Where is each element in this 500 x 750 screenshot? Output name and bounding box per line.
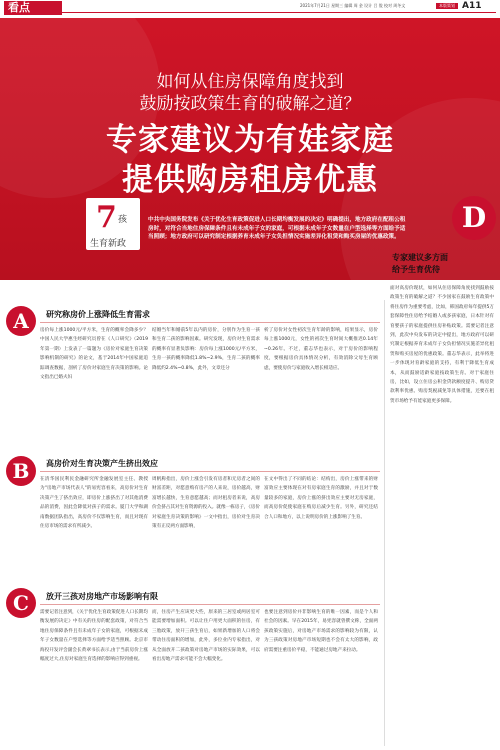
masthead [0, 0, 500, 16]
section-a-col1: 房价每上涨1000元/平方米，生育的概率会降多少？中国人民大学惠生经研究员曾在《人口研究》（2019年第一期）上发表了一篇题为《房价对家庭生育决策影响机制的研究》的论文，基于2014年中国家庭追踪调查数据，剖析了房价对家庭生育决策的影响。论文指出已婚夫妇 [40, 328, 148, 381]
section-b-marker: B [6, 456, 36, 486]
section-c-col1: 需要记者注意到，《关于优化生育政策促进人口长期均衡发展的决定》中有关的住房的配套政策，对符合当地住房保障条件且有未成年子女的家庭，可根据未成年子女数量在户型选择等方面给予适当照顾。北京市海投开发评会副会长黄翠书长表示,由于当前房价上涨幅度过大,住房对家庭生育选择的影响应得到重视。 [40, 610, 148, 663]
three-child-logo [86, 198, 140, 250]
masthead-rule [60, 12, 496, 13]
logo-caption: 生育新政 [90, 239, 127, 249]
logo-character: 孩 [118, 215, 128, 225]
section-c-col3: 也要注意到房价并非影响生育的唯一因素，而是个人和社会的因素。早在2015年，易宪容就曾撰文称，全面两孩政策实施后，对房地产市场需求的影响较为有限，认为三孩政策对房地产市场短期也不会有太大的影响，政府需要注重房价平稳，不能通过房地产来拉动。 [264, 610, 378, 653]
section-c-marker: C [6, 588, 36, 618]
section-a-heading: 研究称房价上涨降低生育需求 [46, 310, 150, 319]
section-label: 看点 [4, 1, 62, 15]
hero-subtitle-line2: 鼓励按政策生育的破解之道？ [139, 94, 361, 114]
hero-banner [0, 18, 500, 280]
section-d-body: 面对高房价现状，如何从住房保障角度找到鼓励按政策生育的破解之道？不少国家在鼓励生育政策中将住房作为重要考虑，比如，韩国政府每年提供5万套保障性住房给予结婚人或多孩家庭，日本针对有育婴孩子的家庭提供住房补贴政策。需要记者注意到，此次中央发布的决定中提出，地方政府可以研究制定根据养育未成年子女负担情况实施差异化租赁和购买房屋的优惠政策。董志华表示，此举将进一步体现对育龄家庭的支持，有利于降低生育成本，从而鼓励适龄家庭按政策生育。对于家庭住房，比如，设立住房公积金贷款额度提升、购房贷款利率优惠、购房契税减免等具体措施，还要在租赁市场给予有娃家庭更多保障。 [390, 286, 494, 404]
column-divider [384, 300, 385, 746]
page-number: A11 [462, 1, 482, 11]
section-d-heading-line1: 专家建议多方面 [392, 253, 448, 262]
section-a-col2: 结婚当年和婚前5年以内的房价，分别作为生育一孩和生育二孩的影响因素。研究发现，房价对生育需求的概率有显著负影响：房价每上涨1000元/平方米，生育一孩的概率降低1.8%~2.9%，生育二孩的概率降低约2.4%~0.8%，此外，文章还分 [152, 328, 260, 371]
section-a-marker: A [6, 306, 36, 336]
feature-badge: 本版策划 [436, 3, 458, 9]
section-d-heading-line2: 给予生育优待 [392, 265, 440, 274]
section-b-rule [40, 471, 380, 472]
section-c-rule [40, 604, 380, 605]
hero-lead: 中共中央国务院发布《关于优化生育政策促进人口长期均衡发展的决定》明确提出，地方政府在配租公租房时，对符合当地住房保障条件且有未成年子女的家庭，可根据未成年子女数量在户型选择等方面给予适当照顾；地方政府可以研究制定根据养育未成年子女负担情况实施差异化租赁和购买房屋的优惠政策。 [148, 217, 406, 241]
section-b-heading: 高房价对生育决策产生挤出效应 [46, 459, 158, 468]
section-d-marker: D [452, 196, 496, 240]
section-c-heading: 放开三孩对房地产市场影响有限 [46, 592, 158, 601]
section-a-col3: 析了房价对女性初次生育年龄的影响，结果显示，房价每上涨1000元，女性的初次生育时间大概推迟0.14年~0.26年。不过，董志华也表示，对于房价的影响程度，要根据房价具体情况分析，有效消除父母生育顾虑，要使房价与家庭收入增长相适应。 [264, 328, 378, 371]
section-c-col2: 而，住房产生应该更大些，原来的三居室或两居室可能需要增加面积。可以让住户用更大面积的住房，有三胎政策，放开三孩生育后，如果新增加的人口将会带动住房面积的增加，此外，多位业内专家指出，对从全面放开二孩政策对房地产市场的实际效果，可以看出房地产需求可能不会大幅变化。 [152, 610, 260, 663]
issue-meta: 2021年7月21日 星期三 编辑 周 金 设计 吕 俊 校对 周冬文 [300, 3, 406, 8]
hero-title-line1: 专家建议为有娃家庭 [106, 122, 394, 158]
hero-title-line2: 提供购房租房优惠 [122, 162, 378, 198]
section-a-rule [40, 322, 380, 323]
section-b-col2: 周帆称指出，房价上涨会引发有房者和无房者之间的财富差距，对愿意购有房产的人来说，房价越高，财富增长越快，生育意愿越高；而对租房者来说，高房价会挤占其对生育资源的投入。就像一栋房子，《房价对家庭生育决策的影响》一文中指出，房价对生育决策有正反两方面影响， [152, 477, 260, 530]
hero-subtitle-line1: 如何从住房保障角度找到 [156, 72, 344, 92]
section-b-col3: 在文中得出了不同的结论：结构出，房价上涨带来的财富效应主要体现在对有房家庭生育的激励，并且对于数量较多的家庭，房价上涨的挤出效应主要对无房家庭，而高房价促使家庭在购房后减少生育。另外，研究还结合人口和地方，以上说明房价的上涨影响了生育。 [264, 477, 378, 520]
logo-number: 7 [96, 200, 117, 235]
section-b-col1: 在清华国民利民金融研究所金融发展室主任、教授为"房地产市场代表人"的易宪容看来，高房价对生育决策产生了挤出效应，即房价上涨挤出了对其他消费品的消费，因此会降低对孩子的需求。厦门大学和湖南数据团队指出，高房价不仅影响生育，而且对现有住房市场的需求有所减少。 [40, 477, 148, 530]
